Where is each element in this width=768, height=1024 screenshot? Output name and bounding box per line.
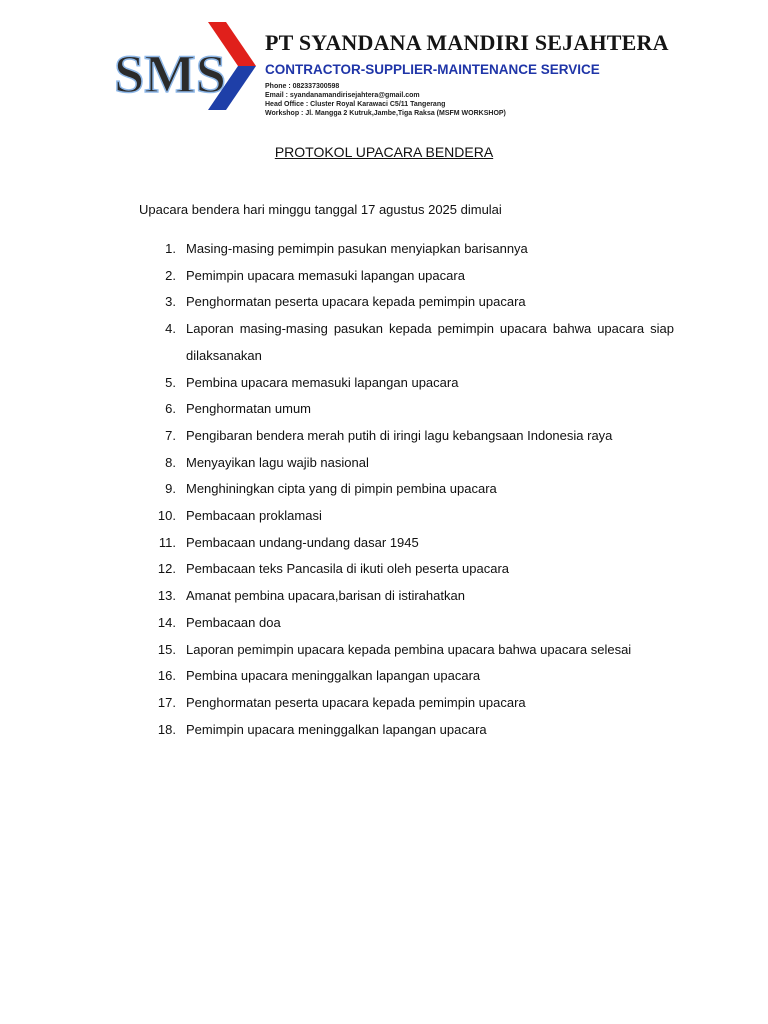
list-item: [0, 530, 768, 557]
company-name: PT SYANDANA MANDIRI SEJAHTERA: [265, 30, 669, 55]
list-item: [0, 450, 768, 477]
list-item: [0, 663, 768, 690]
list-item-number: 13.: [157, 588, 176, 604]
list-item: [0, 316, 768, 369]
list-item: [0, 717, 768, 744]
steps-list: [0, 236, 768, 743]
list-item: [0, 263, 768, 290]
list-item-number: 1.: [165, 241, 176, 256]
intro-text: Upacara bendera hari minggu tanggal 17 agustus 2025 dimulai: [139, 202, 502, 217]
company-info: [265, 30, 675, 118]
list-item: [0, 236, 768, 263]
list-item-text: Pengibaran bendera merah putih di iringi lagu kebangsaan Indonesia raya: [186, 427, 613, 443]
list-item: [0, 610, 768, 637]
list-item-text: Pembacaan doa: [186, 614, 281, 630]
list-item: [0, 556, 768, 583]
list-item-number: 14.: [157, 614, 176, 630]
list-item-text: Pemimpin upacara memasuki lapangan upacara: [186, 267, 465, 283]
list-item-number: 2.: [165, 267, 176, 283]
document-title: PROTOKOL UPACARA BENDERA: [274, 144, 494, 160]
list-item-number: 3.: [165, 294, 176, 310]
list-item-text: Amanat pembina upacara,barisan di istirahatkan: [186, 588, 465, 604]
contact-head-office: Head Office : Cluster Royal Karawaci C5/11 Tangerang: [265, 101, 446, 108]
list-item-number: 10.: [157, 508, 176, 524]
list-item-number: 16.: [157, 668, 176, 684]
list-item-text: Pembacaan teks Pancasila di ikuti oleh peserta upacara: [186, 561, 510, 577]
list-item-text: Penghormatan peserta upacara kepada pemimpin upacara: [186, 694, 526, 710]
logo-text: SMS: [114, 44, 226, 104]
list-item-number: 6.: [165, 401, 176, 417]
letterhead: [95, 10, 675, 117]
contact-email: Email : syandanamandirisejahtera@gmail.com: [265, 92, 420, 99]
list-item-text: Laporan pemimpin upacara kepada pembina upacara bahwa upacara selesai: [186, 641, 632, 657]
company-logo: [110, 16, 270, 112]
list-item: [0, 423, 768, 450]
list-item-text: Pembina upacara memasuki lapangan upacara: [186, 374, 459, 390]
list-item: [0, 637, 768, 664]
contact-block: [265, 82, 675, 118]
list-item-text: Laporan masing-masing pasukan kepada pemimpin upacara bahwa upacara siap dilaksanakan: [186, 321, 674, 363]
contact-phone: Phone : 082337300598: [265, 83, 340, 90]
list-item-number: 12.: [157, 561, 176, 577]
list-item-text: Pemimpin upacara meninggalkan lapangan upacara: [186, 721, 487, 737]
list-item-text: Penghormatan peserta upacara kepada pemimpin upacara: [186, 294, 526, 310]
list-item-text: Pembacaan proklamasi: [186, 508, 322, 524]
list-item-text: Menghiningkan cipta yang di pimpin pembina upacara: [186, 481, 497, 497]
list-item: [0, 476, 768, 503]
list-item-number: 11.: [158, 534, 176, 550]
list-item-text: Pembacaan undang-undang dasar 1945: [186, 534, 419, 550]
list-item: [0, 370, 768, 397]
list-item-text: Menyayikan lagu wajib nasional: [186, 454, 369, 470]
list-item-text: Masing-masing pemimpin pasukan menyiapkan barisannya: [186, 241, 528, 256]
list-item-number: 4.: [165, 321, 176, 337]
list-item-text: Pembina upacara meninggalkan lapangan upacara: [186, 668, 481, 684]
list-item-number: 8.: [165, 454, 176, 470]
list-item-number: 18.: [157, 721, 176, 737]
list-item-number: 9.: [165, 481, 176, 497]
list-item-number: 17.: [157, 694, 176, 710]
list-item-text: Penghormatan umum: [186, 401, 312, 417]
list-item: [0, 396, 768, 423]
list-item-number: 5.: [165, 374, 176, 390]
list-item: [0, 583, 768, 610]
contact-workshop: Workshop : Jl. Mangga 2 Kutruk,Jambe,Tiga Raksa (MSFM WORKSHOP): [265, 110, 506, 117]
company-tagline: CONTRACTOR-SUPPLIER-MAINTENANCE SERVICE: [265, 62, 600, 77]
list-item: [0, 503, 768, 530]
list-item: [0, 690, 768, 717]
list-item: [0, 289, 768, 316]
list-item-number: 15.: [157, 641, 176, 657]
list-item-number: 7.: [165, 427, 176, 443]
